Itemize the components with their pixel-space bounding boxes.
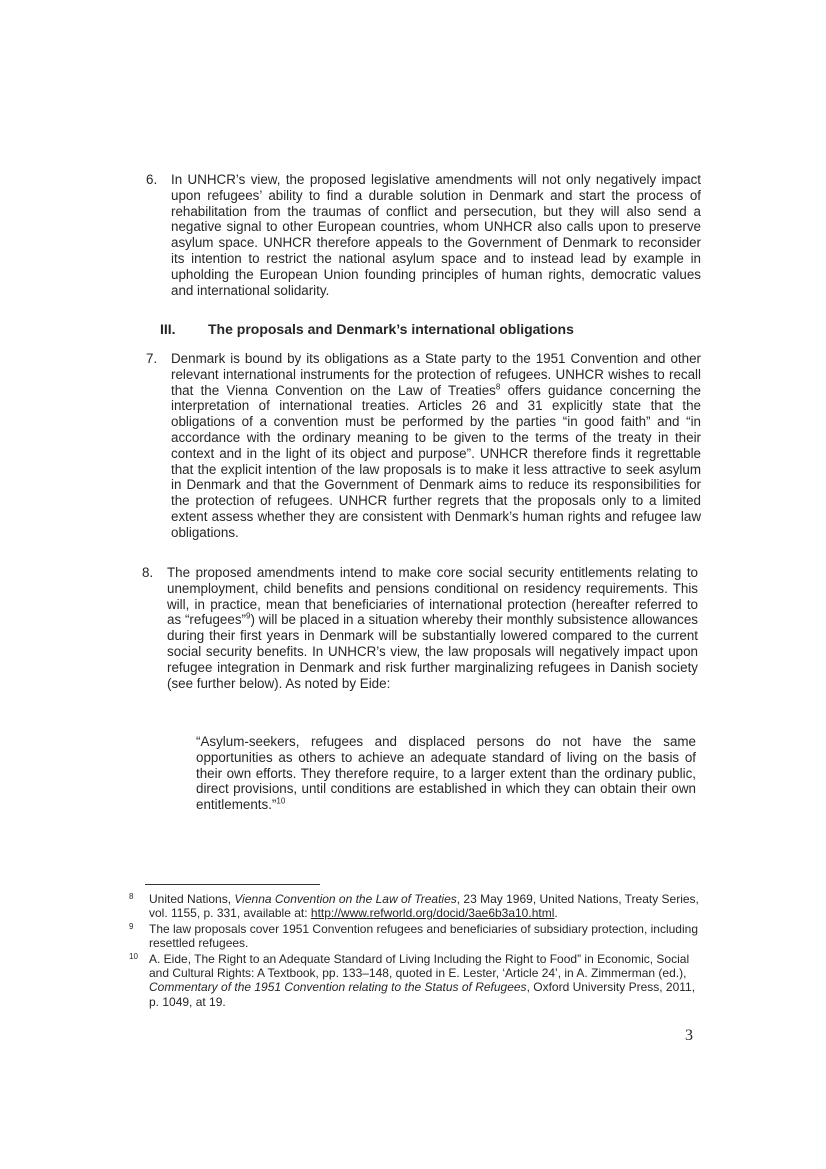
footnote-reference[interactable]: 10	[276, 796, 286, 806]
paragraph-text: The proposed amendments intend to make core social security entitlements relating to unemployment, child benefits and pensions conditional on residency requirements. This will, in practice, mean that beneficiaries of international protection (hereafter referred to as “refugees”	[167, 565, 698, 628]
paragraph-6	[146, 172, 701, 298]
footnote-title: Vienna Convention on the Law of Treaties	[234, 892, 457, 906]
paragraph-number: 8.	[142, 565, 154, 580]
section-heading	[160, 320, 574, 338]
footnote-9	[129, 922, 701, 951]
paragraph-number: 7.	[146, 351, 158, 366]
paragraph-text: ) will be placed in a situation whereby their monthly subsistence allowances during their first years in Denmark will be substantially lowered compared to the current social security benefits. In UNHCR’s view, the law proposals will negatively impact upon refugee integration in Denmark and risk further marginalizing refugees in Danish society (see further below). As noted by Eide:	[167, 612, 698, 691]
footnote-text: , 23 May 1969, United Nations, Treaty Series, vol. 1155, p. 331, available at:	[149, 892, 699, 921]
footnote-title: Commentary of the 1951 Convention relating to the Status of Refugees	[149, 980, 527, 995]
section-number: III.	[160, 321, 176, 337]
paragraph-number: 6.	[146, 172, 158, 187]
footnote-reference[interactable]: 9	[245, 611, 251, 621]
paragraph-7	[146, 351, 701, 541]
footnote-10	[129, 952, 701, 1009]
paragraph-text: Denmark is bound by its obligations as a State party to the 1951 Convention and other relevant international instruments for the protection of refugees. UNHCR wishes to recall that the Vienna Convention on the Law of Treaties	[171, 351, 701, 398]
footnote-link[interactable]: http://www.refworld.org/docid/3ae6b3a10.html	[310, 906, 555, 921]
footnote-number: 10	[129, 952, 138, 961]
footnote-text: The law proposals cover 1951 Convention refugees and beneficiaries of subsidiary protection, including resettled refugees.	[149, 922, 698, 951]
section-title: The proposals and Denmark’s international obligations	[208, 321, 574, 337]
footnote-text: A. Eide, The Right to an Adequate Standard of Living Including the Right to Food” in Economic, Social and Cultural Rights: A Textbook, pp. 133–148, quoted in E. Lester, ‘Article 24’, in A. Zimmerman (ed.),	[149, 952, 690, 981]
paragraph-text: offers guidance concerning the interpretation of international treaties. Articles 26 and 31 explicitly state that the obligations of a convention must be performed by the parties “in good faith” and “in accordance with the ordinary meaning to be given to the terms of the treaty in their context and in the light of its object and purpose”. UNHCR therefore finds it regrettable that the explicit intention of the law proposals is to make it less attractive to seek asylum in Denmark and that the Government of Denmark aims to reduce its responsibilities for the protection of refugees. UNHCR further regrets that the proposals only to a limited extent assess whether they are consistent with Denmark’s human rights and refugee law obligations.	[171, 382, 701, 540]
footnote-number: 8	[129, 892, 134, 901]
footnote-text: , Oxford University Press, 2011, p. 1049, at 19.	[149, 980, 696, 1009]
paragraph-8	[142, 565, 698, 691]
paragraph-text: In UNHCR’s view, the proposed legislative amendments will not only negatively impact upon refugees’ ability to find a durable solution in Denmark and start the process of rehabilitation from the traumas of conflict and persecution, but they will also send a negative signal to other European countries, whom UNHCR also calls upon to preserve asylum space. UNHCR therefore appeals to the Government of Denmark to reconsider its intention to restrict the national asylum space and to instead lead by example in upholding the European Union founding principles of human rights, democratic values and international solidarity.	[171, 172, 701, 298]
footnote-text: .	[554, 906, 558, 921]
page-number: 3	[685, 1027, 693, 1044]
footnote-8	[129, 892, 701, 921]
quote-text: “Asylum-seekers, refugees and displaced persons do not have the same opportunities as others to achieve an adequate standard of living on the basis of their own efforts. They therefore require, to a larger extent than the ordinary public, direct provisions, until conditions are established in which they can obtain their own entitlements.”	[196, 734, 696, 813]
footnote-number: 9	[129, 922, 134, 931]
footnote-text: United Nations,	[149, 892, 235, 906]
footnote-reference[interactable]: 8	[495, 382, 501, 392]
block-quote	[196, 734, 696, 813]
footnote-separator	[145, 884, 320, 885]
